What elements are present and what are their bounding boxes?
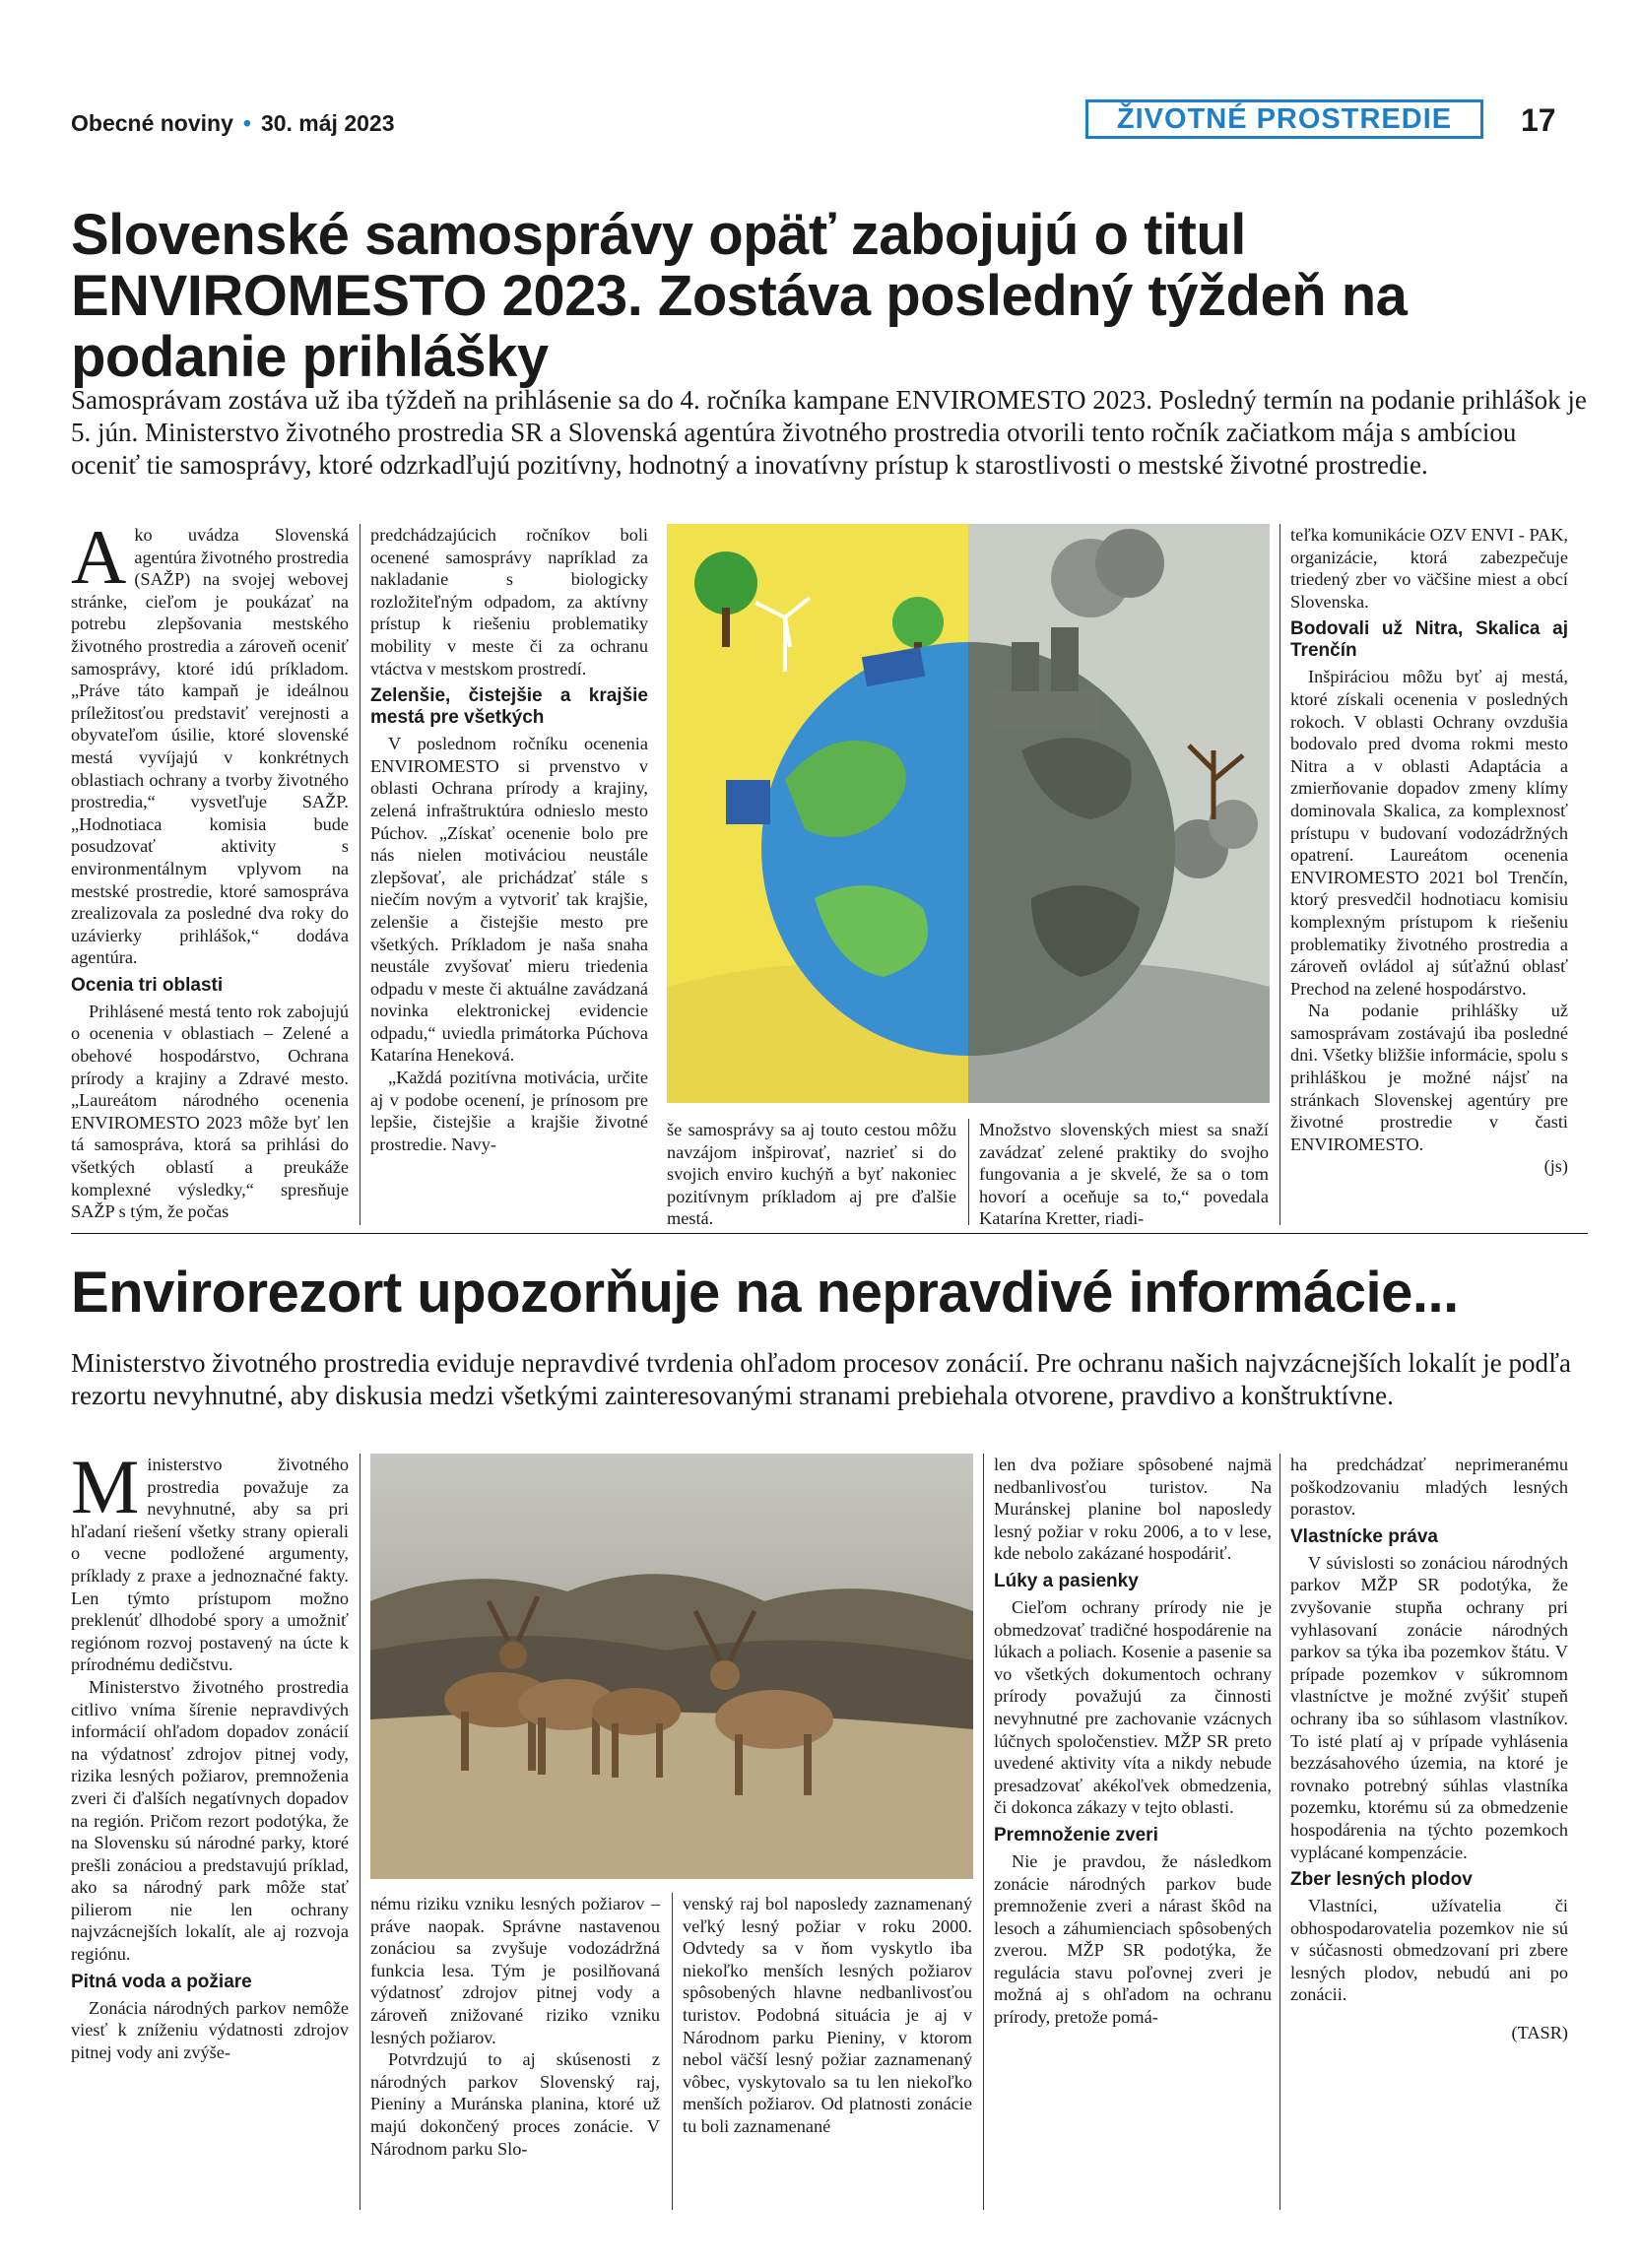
paragraph: Prihlásené mestá tento rok zabojujú o ocenenia v oblastiach – Zelené a obehové hospodárstvo, Ochrana prírody a krajiny a Zdravé mesto. „Laureátom národného ocenenia ENVIROMESTO 2023 môže byť len tá samospráva, ktorá sa prihlási do všetkých oblastí a preukáže komplexné výsledky,“ spresňuje SAŽP s tým, že počas — [71, 1001, 349, 1222]
paragraph: „Každá pozitívna motivácia, určite aj v podobe ocenení, je prínosom pre lepšie, čistejšie a krajšie životné prostredie. Navy- — [370, 1068, 648, 1154]
column-divider — [672, 1893, 673, 2210]
subheading: Zelenšie, čistejšie a krajšie mestá pre všetkých — [370, 685, 648, 729]
article2-lead: Ministerstvo životného prostredia eviduje nepravdivé tvrdenia ohľadom procesov zonácií. Pre ochranu našich najvzácnejších lokalít je podľa rezortu nevyhnutné, aby diskusia medzi všetkými zainteresovanými stranami prebiehala otvorene, pravdivo a konštruktívne. — [71, 1348, 1571, 1410]
article1-headline: Slovenské samosprávy opäť zabojujú o titul ENVIROMESTO 2023. Zostáva posledný týždeň na podanie prihlášky — [71, 203, 1408, 389]
article2-column-4 — [994, 1454, 1272, 2029]
separator-dot: • — [242, 110, 251, 136]
paragraph: Na podanie prihlášky už samosprávam zostávajú iba posledné dni. Všetky bližšie informácie, spolu s prihláškou je možné nájsť na stránkach Slovenskej agentúry pre životné prostredie v časti ENVIROMESTO. — [1290, 1001, 1568, 1154]
paragraph: V poslednom ročníku ocenenia ENVIROMESTO si prvenstvo v oblasti Ochrana prírody a krajiny, zelená infraštruktúra odnieslo mesto Púchov. „Získať ocenenie bolo pre nás nielen motiváciou neustále zlepšovať, ale prichádzať stále s niečím novým a vytvoriť tak krajšie, zelenšie a čistejšie mesto pre všetkých. Príkladom je naša snaha neustále zvyšovať mieru triedenia odpadu v meste či aktuálne zavádzaná novinka elektronickej evidencie odpadu,“ uviedla primátorka Púchova Katarína Heneková. — [370, 734, 648, 1066]
author-signature: (TASR) — [1511, 2023, 1568, 2043]
paragraph: inisterstvo životného prostredia považuje za nevyhnutné, aby sa pri hľadaní riešení všetky strany opierali o vecne podložené argumenty, príklady z praxe a jednoznačné fakty. Len týmto prístupom možno preklenúť dlhodobé spory a umožniť regiónom rozvoj postavený na úcte k prírodnému dedičstvu. — [71, 1455, 349, 1675]
column-divider — [360, 1454, 361, 2210]
paragraph: Množstvo slovenských miest sa snaží zavádzať zelené praktiky do svojho fungovania a je skvelé, že sa o tom hovorí a oceňuje sa to,“ povedala Katarína Kretter, riadi- — [979, 1120, 1269, 1229]
paragraph: ha predchádzať neprimeranému poškodzovaniu mladých lesných porastov. — [1290, 1455, 1568, 1520]
paragraph: Ministerstvo životného prostredia citlivo vníma šírenie nepravdivých informácií ohľadom dopadov zonácií na výdatnosť zdrojov pitnej vody, rizika lesných požiarov, premnoženia zveri či ďalších negatívnych dopadov na región. Pričom rezort podotýka, že na Slovensku sú národné parky, ktoré prešli zonáciou a predstavujú príklad, ako sa národný park môže stať pilierom nie len ochrany najvzácnejších lokalít, ale aj rozvoja regiónu. — [71, 1676, 349, 1965]
column-divider — [983, 1454, 984, 2210]
paragraph: Nie je pravdou, že následkom zonácie národných parkov bude premnoženie zveri a nárast škôd na lesoch a záhumienciach spôsobených zverou. MŽP SR podotýka, že regulácia stavu poľovnej zveri je možná aj s ohľadom na ochranu prírody, pretože pomá- — [994, 1850, 1272, 2028]
paragraph: Vlastníci, užívatelia či obhospodarovatelia pozemkov nie sú v súčasnosti obmedzovaní pri zbere lesných plodov, nebudú ani po zonácii. — [1290, 1896, 1568, 2005]
column-divider — [1279, 524, 1280, 1225]
paragraph: V súvislosti so zonáciou národných parkov MŽP SR podotýka, že zvyšovanie stupňa ochrany pri vyhlasovaní zonácie národných parkov sa týka iba pozemkov štátu. V prípade pozemkov v súkromnom vlastníctve je možné zvýšiť stupeň ochrany iba so súhlasom vlastníkov. To isté platí aj v prípade vyhlásenia bezzásahového územia, na ktoré je rovnako potrebný súhlas vlastníka pozemku, ktorému sú za obmedzenie hospodárenia na týchto pozemkoch vyplácané kompenzácie. — [1290, 1552, 1568, 1862]
subheading: Zber lesných plodov — [1290, 1869, 1473, 1891]
deer-photo-svg — [370, 1454, 973, 1879]
article2-column-3 — [683, 1893, 972, 2138]
drop-cap: M — [71, 1444, 140, 1529]
subheading: Vlastnícke práva — [1290, 1525, 1438, 1547]
issue-date: 30. máj 2023 — [260, 110, 395, 136]
earth-illustration — [667, 524, 1270, 1103]
article1-column-2 — [370, 524, 648, 1155]
paragraph: Inšpiráciou môžu byť aj mestá, ktoré získali ocenenia v posledných rokoch. V oblasti Ochrany ovzdušia bodovalo pred dvoma rokmi mesto Nitra a v oblasti Adaptácia a zmierňovanie dopadov zmeny klímy dominovala Skalica, za komplexnosť prístupu v budovaní vodozádržných opatrení. Laureátom ocenenia ENVIROMESTO 2021 bol Trenčín, ktorý presvedčil hodnotiacu komisiu komplexným prístupom k riešeniu problematiky životného prostredia a zároveň ovládol aj súťažnú oblasť Prechod na zelené hospodárstvo. — [1290, 667, 1568, 999]
paragraph: Potvrdzujú to aj skúsenosti z národných parkov Slovenský raj, Pieniny a Muránska planina, ktoré už majú dokončený proces zonácie. V Národnom parku Slo- — [370, 2049, 660, 2159]
paragraph: venský raj bol naposledy zaznamenaný veľký lesný požiar v roku 2000. Odvtedy sa v ňom vyskytlo iba niekoľko menších lesných požiarov spôsobených hlavne nedbanlivosťou turistov. Podobná situácia je aj v Národnom parku Pieniny, v ktorom nebol väčší lesný požiar zaznamenaný vôbec, vyskytovalo sa tu len niekoľko menších požiarov. Od platnosti zonácie tu boli zaznamenané — [683, 1894, 972, 2136]
paragraph: teľka komunikácie OZV ENVI - PAK, organizácie, ktorá zabezpečuje triedený zber vo väčšine miest a obcí Slovenska. — [1290, 525, 1568, 612]
subheading: Pitná voda a požiare — [71, 1971, 252, 1992]
paragraph: Zonácia národných parkov nemôže viesť k zníženiu výdatnosti zdrojov pitnej vody ani zvýše- — [71, 1997, 349, 2062]
article1-lead: Samosprávam zostáva už iba týždeň na prihlásenie sa do 4. ročníka kampane ENVIROMESTO 2023. Posledný termín na podanie prihlášok je 5. jún. Ministerstvo životného prostredia SR a Slovenská agentúra životného prostredia otvorili tento ročník začiatkom mája s ambíciou oceniť tie samosprávy, ktoré odzrkadľujú pozitívny, hodnotný a inovatívny prístup k starostlivosti o mestské životné prostredie. — [71, 385, 1587, 480]
article1-column-3 — [667, 1119, 956, 1230]
paragraph: nému riziku vzniku lesných požiarov – práve naopak. Správne nastavenou zonáciou sa zvyšuje vodozádržná funkcia lesa. Tým je posilňovaná výdatnosť zdrojov pitnej vody a zároveň znižované riziko vzniku lesných požiarov. — [370, 1894, 660, 2047]
article1-column-5 — [1290, 524, 1568, 1178]
subheading: Lúky a pasienky — [994, 1570, 1139, 1591]
column-divider — [968, 1119, 969, 1225]
paragraph: Cieľom ochrany prírody nie je obmedzovať tradičné hospodárenie na lúkach a poliach. Kosenie a pasenie sa vo všetkých dokumentoch ochrany prírody považujú za činnosti nevyhnutné pre zachovanie vzácnych lúčnych spoločenstiev. MŽP SR preto uvedené aktivity víta a nikdy nebude presadzovať akékoľvek obmedzenia, či dokonca zákazy v tejto oblasti. — [994, 1596, 1272, 1818]
page-number: 17 — [1521, 102, 1556, 138]
column-divider — [1279, 1454, 1280, 2210]
drop-cap: A — [71, 514, 127, 600]
article2-column-1 — [71, 1444, 349, 2063]
subheading: Bodovali už Nitra, Skalica aj Trenčín — [1290, 618, 1568, 662]
subheading: Ocenia tri oblasti — [71, 974, 224, 996]
masthead-line — [71, 110, 395, 137]
deer-photo — [370, 1454, 973, 1879]
paragraph: predchádzajúcich ročníkov boli ocenené samosprávy napríklad za nakladanie s biologicky rozložiteľným odpadom, za aktívny prístup k riešeniu problematiky mobility v meste či za ochranu vtáctva v mestskom prostredí. — [370, 525, 648, 679]
article1-column-4 — [979, 1119, 1269, 1230]
article1-column-1 — [71, 514, 349, 1223]
article2-column-5 — [1290, 1454, 1568, 2044]
paragraph: še samosprávy sa aj touto cestou môžu navzájom inšpirovať, nazrieť si do svojich enviro kuchýň a byť nakoniec pozitívnym príkladom aj pre ďalšie mestá. — [667, 1120, 956, 1229]
paragraph: len dva požiare spôsobené najmä nedbanlivosťou turistov. Na Muránskej planine bol naposledy lesný požiar v roku 2006, a to v lese, kde nebolo zakázané hospodáriť. — [994, 1455, 1272, 1564]
article-separator — [71, 1233, 1588, 1234]
earth-illustration-svg — [667, 524, 1270, 1103]
section-label: ŽIVOTNÉ PROSTREDIE — [1085, 99, 1483, 139]
author-signature: (js) — [1543, 1156, 1568, 1177]
publication-name: Obecné noviny — [71, 110, 233, 136]
column-divider — [360, 524, 361, 1225]
subheading: Premnoženie zveri — [994, 1824, 1158, 1846]
article2-column-2 — [370, 1893, 660, 2160]
paragraph: ko uvádza Slovenská agentúra životného prostredia (SAŽP) na svojej webovej stránke, cieľom je poukázať na potrebu zlepšovania mestského životného prostredia a zároveň oceniť samosprávy, ktoré idú príkladom. „Práve táto kampaň je ideálnou príležitosťou predstaviť verejnosti a obyvateľom úsilie, ktoré slovenské mestá vyvíjajú v konkrétnych oblastiach ochrany a tvorby životného prostredia,“ vysvetľuje SAŽP. „Hodnotiaca komisia bude posudzovať aktivity s environmentálnym vplyvom na mestské prostredie, ktoré samospráva zrealizovala za posledné dva roky do uzávierky prihlášok,“ dodáva agentúra. — [71, 525, 349, 968]
article2-headline: Envirorezort upozorňuje na nepravdivé informácie... — [71, 1261, 1459, 1325]
